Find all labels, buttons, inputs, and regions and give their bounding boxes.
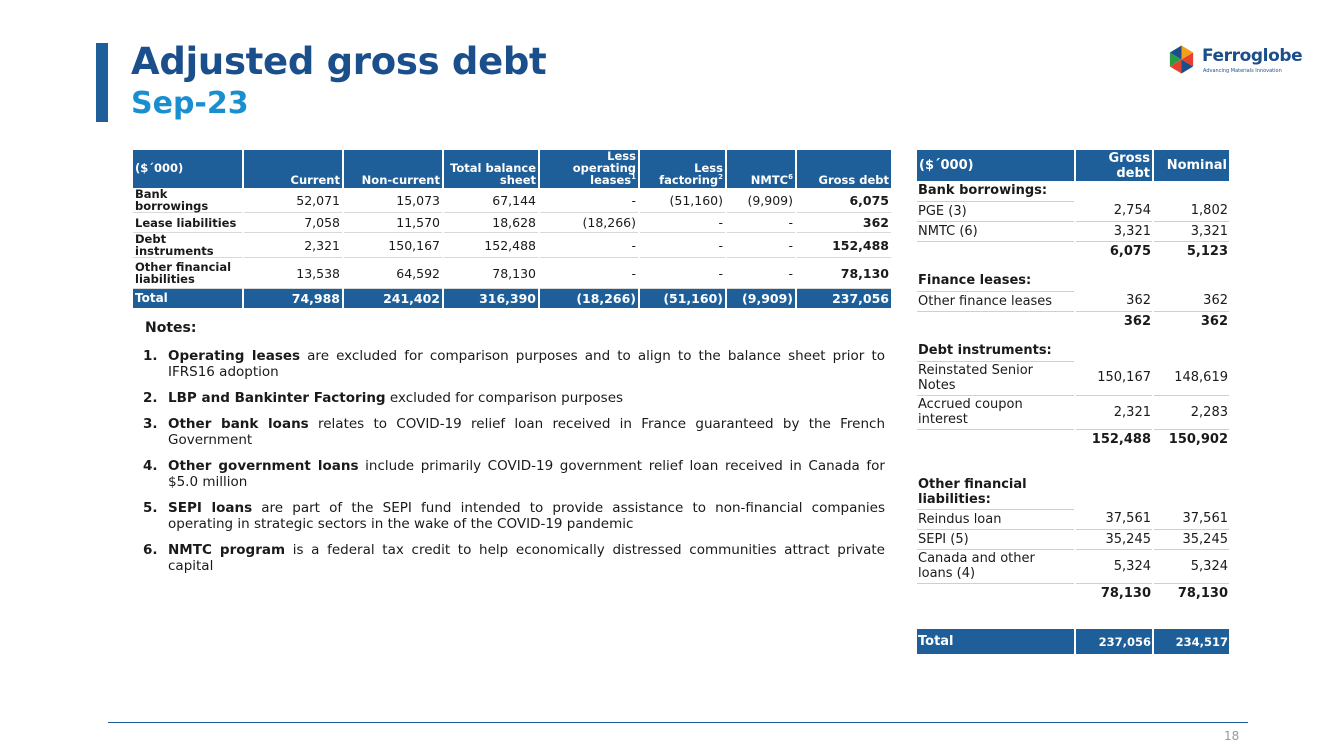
- cell-current: 2,321: [243, 233, 343, 258]
- note-item: [143, 348, 885, 380]
- col-header-label: ($´000): [917, 150, 1075, 181]
- gross-vs-nominal-table: [917, 150, 1229, 654]
- col-header-nominal: Nominal: [1153, 150, 1229, 181]
- cell-nominal: 35,245: [1153, 529, 1229, 549]
- col-header-less-operating: [539, 150, 639, 188]
- subtotal-nominal: 150,902: [1168, 431, 1228, 447]
- total-nominal: 234,517: [1153, 629, 1229, 654]
- total-gross-debt: 237,056: [1075, 629, 1153, 654]
- note-term: NMTC program: [168, 542, 286, 558]
- note-term: Operating leases: [168, 348, 301, 364]
- list-item: [917, 361, 1229, 395]
- list-item: [917, 201, 1229, 221]
- cell-nmtc: -: [726, 213, 796, 233]
- note-text: are excluded for comparison purposes and to align to the balance sheet prior to IFRS16 adoption: [168, 348, 885, 380]
- table-row-bank-borrowings: [133, 188, 891, 213]
- section-debt-instruments: [917, 341, 1229, 361]
- cell-nominal: 2,283: [1153, 395, 1229, 429]
- cell-less-factoring: -: [639, 213, 726, 233]
- cell-gross-debt: 150,167: [1075, 361, 1153, 395]
- list-item: [917, 291, 1229, 311]
- cell-current: 13,538: [243, 258, 343, 289]
- col-header-non-current: Non-current: [343, 150, 443, 188]
- cell-gross-debt: 78,130: [796, 258, 891, 289]
- list-item: [917, 529, 1229, 549]
- cell-gross-debt: 3,321: [1075, 221, 1153, 241]
- note-number: 2.: [143, 390, 158, 406]
- list-item: [917, 395, 1229, 429]
- note-text: include primarily COVID-19 government relief loan received in Canada for $5.0 million: [168, 458, 885, 490]
- subtotal-row: [917, 429, 1229, 449]
- cell-gross-debt: 5,324: [1075, 549, 1153, 583]
- page-number: 18: [1224, 729, 1240, 743]
- title-accent-bar: [96, 43, 108, 122]
- item-label: SEPI (5): [917, 529, 1075, 549]
- cell-less-operating: (18,266): [539, 213, 639, 233]
- table-row-debt-instruments: [133, 233, 891, 258]
- footnote-ref-1: 1: [631, 173, 636, 182]
- section-finance-leases: [917, 271, 1229, 291]
- col-header-nmtc-text: NMTC: [750, 173, 789, 187]
- notes-title: Notes:: [145, 320, 197, 336]
- row-label: Total: [133, 289, 243, 308]
- cell-nominal: 3,321: [1153, 221, 1229, 241]
- section-title: Debt instruments:: [917, 341, 1075, 361]
- cell-gross-debt: 6,075: [796, 188, 891, 213]
- logo-tagline: Advancing Materials Innovation: [1203, 68, 1282, 74]
- page-title: Adjusted gross debt: [131, 40, 547, 83]
- note-term: SEPI loans: [168, 500, 253, 516]
- item-label: Accrued coupon interest: [917, 395, 1075, 429]
- ferroglobe-logo-icon: [1166, 44, 1197, 75]
- cell-non-current: 64,592: [343, 258, 443, 289]
- spacer-row: [917, 331, 1229, 341]
- col-header-less-factoring: [639, 150, 726, 188]
- section-other-financial-liabilities: [917, 475, 1229, 509]
- item-label: Reindus loan: [917, 509, 1075, 529]
- subtotal-nominal: 362: [1200, 313, 1228, 329]
- subtotal-gross-debt: 362: [1075, 311, 1153, 331]
- subtotal-row: [917, 583, 1229, 603]
- cell-nominal: 362: [1153, 291, 1229, 311]
- row-label: Bank borrowings: [133, 188, 243, 213]
- cell-less-operating: -: [539, 258, 639, 289]
- cell-total-balance: 67,144: [443, 188, 539, 213]
- cell-total-balance: 18,628: [443, 213, 539, 233]
- table-row-total: [133, 289, 891, 308]
- cell-less-operating: -: [539, 233, 639, 258]
- cell-gross-debt: 37,561: [1075, 509, 1153, 529]
- cell-current: 52,071: [243, 188, 343, 213]
- item-label: PGE (3): [917, 201, 1075, 221]
- cell-gross-debt: 35,245: [1075, 529, 1153, 549]
- spacer-row: [917, 449, 1229, 475]
- note-text: are part of the SEPI fund intended to provide assistance to non-financial companies operating in strategic sectors in the wake of the COVID-19 pandemic: [168, 500, 885, 532]
- subtotal-row: [917, 241, 1229, 261]
- note-text: is a federal tax credit to help economically distressed communities attract private capital: [168, 542, 885, 574]
- footnote-ref-2: 2: [718, 173, 723, 182]
- cell-nominal: 37,561: [1153, 509, 1229, 529]
- subtotal-nominal: 5,123: [1186, 243, 1228, 259]
- page-subtitle: Sep-23: [131, 86, 249, 121]
- cell-current: 7,058: [243, 213, 343, 233]
- gross-debt-table: [133, 150, 891, 308]
- section-title: Finance leases:: [917, 271, 1075, 291]
- col-header-less-factoring-text: Less factoring: [659, 161, 723, 187]
- footer-divider: [108, 722, 1248, 723]
- note-term: LBP and Bankinter Factoring: [168, 390, 386, 406]
- table-row-total: [917, 629, 1229, 654]
- cell-gross-debt: 362: [1075, 291, 1153, 311]
- notes-list: [143, 348, 885, 584]
- row-label: Total: [917, 629, 1075, 654]
- col-header-gross-debt: Gross debt: [796, 150, 891, 188]
- note-text: relates to COVID-19 relief loan received in France guaranteed by the French Government: [168, 416, 885, 448]
- spacer-row: [917, 603, 1229, 629]
- cell-nmtc: (9,909): [726, 188, 796, 213]
- cell-non-current: 15,073: [343, 188, 443, 213]
- subtotal-row: [917, 311, 1229, 331]
- note-number: 6.: [143, 542, 158, 558]
- row-label: Other financial liabilities: [133, 258, 243, 289]
- col-header-nmtc: [726, 150, 796, 188]
- cell-less-operating: (18,266): [539, 289, 639, 308]
- cell-current: 74,988: [243, 289, 343, 308]
- item-label: Reinstated Senior Notes: [917, 361, 1075, 395]
- cell-gross-debt: 2,754: [1075, 201, 1153, 221]
- cell-less-factoring: -: [639, 258, 726, 289]
- note-text: excluded for comparison purposes: [385, 390, 624, 406]
- item-label: NMTC (6): [917, 221, 1075, 241]
- cell-total-balance: 316,390: [443, 289, 539, 308]
- subtotal-gross-debt: 6,075: [1075, 241, 1153, 261]
- cell-less-factoring: (51,160): [639, 188, 726, 213]
- cell-nmtc: -: [726, 258, 796, 289]
- note-number: 3.: [143, 416, 158, 432]
- section-title: Other financial liabilities:: [917, 475, 1075, 509]
- note-term: Other bank loans: [168, 416, 309, 432]
- note-number: 5.: [143, 500, 158, 516]
- section-title: Bank borrowings:: [917, 181, 1075, 201]
- cell-nominal: 5,324: [1153, 549, 1229, 583]
- note-term: Other government loans: [168, 458, 359, 474]
- note-item: [143, 500, 885, 532]
- col-header-current: Current: [243, 150, 343, 188]
- cell-non-current: 11,570: [343, 213, 443, 233]
- cell-less-factoring: (51,160): [639, 289, 726, 308]
- cell-non-current: 150,167: [343, 233, 443, 258]
- subtotal-gross-debt: 152,488: [1075, 429, 1153, 449]
- cell-gross-debt: 152,488: [796, 233, 891, 258]
- note-item: [143, 416, 885, 448]
- ferroglobe-logo: [1166, 44, 1303, 78]
- subtotal-nominal: 78,130: [1177, 585, 1228, 601]
- cell-gross-debt: 237,056: [796, 289, 891, 308]
- list-item: [917, 509, 1229, 529]
- section-bank-borrowings: [917, 181, 1229, 201]
- item-label: Canada and other loans (4): [917, 549, 1075, 583]
- cell-gross-debt: 362: [796, 213, 891, 233]
- cell-non-current: 241,402: [343, 289, 443, 308]
- row-label: Lease liabilities: [133, 213, 243, 233]
- nominal-header-row: [917, 150, 1229, 181]
- col-header-gross-debt: Gross debt: [1075, 150, 1153, 181]
- list-item: [917, 221, 1229, 241]
- row-label: Debt instruments: [133, 233, 243, 258]
- item-label: Other finance leases: [917, 291, 1075, 311]
- cell-total-balance: 78,130: [443, 258, 539, 289]
- col-header-total-balance: Total balance sheet: [443, 150, 539, 188]
- note-number: 1.: [143, 348, 158, 364]
- table-row-other-financial-liabilities: [133, 258, 891, 289]
- gross-debt-header-row: [133, 150, 891, 188]
- cell-gross-debt: 2,321: [1075, 395, 1153, 429]
- note-number: 4.: [143, 458, 158, 474]
- col-header-label: ($´000): [133, 150, 243, 188]
- cell-nominal: 1,802: [1153, 201, 1229, 221]
- note-item: [143, 542, 885, 574]
- note-item: [143, 458, 885, 490]
- logo-name: Ferroglobe: [1202, 46, 1303, 66]
- spacer-row: [917, 261, 1229, 271]
- footnote-ref-6: 6: [788, 173, 793, 182]
- subtotal-gross-debt: 78,130: [1075, 583, 1153, 603]
- list-item: [917, 549, 1229, 583]
- cell-total-balance: 152,488: [443, 233, 539, 258]
- cell-less-operating: -: [539, 188, 639, 213]
- table-row-lease-liabilities: [133, 213, 891, 233]
- col-header-less-operating-text: Less operating leases: [572, 149, 636, 187]
- cell-less-factoring: -: [639, 233, 726, 258]
- cell-nmtc: -: [726, 233, 796, 258]
- cell-nominal: 148,619: [1153, 361, 1229, 395]
- note-item: [143, 390, 885, 406]
- cell-nmtc: (9,909): [726, 289, 796, 308]
